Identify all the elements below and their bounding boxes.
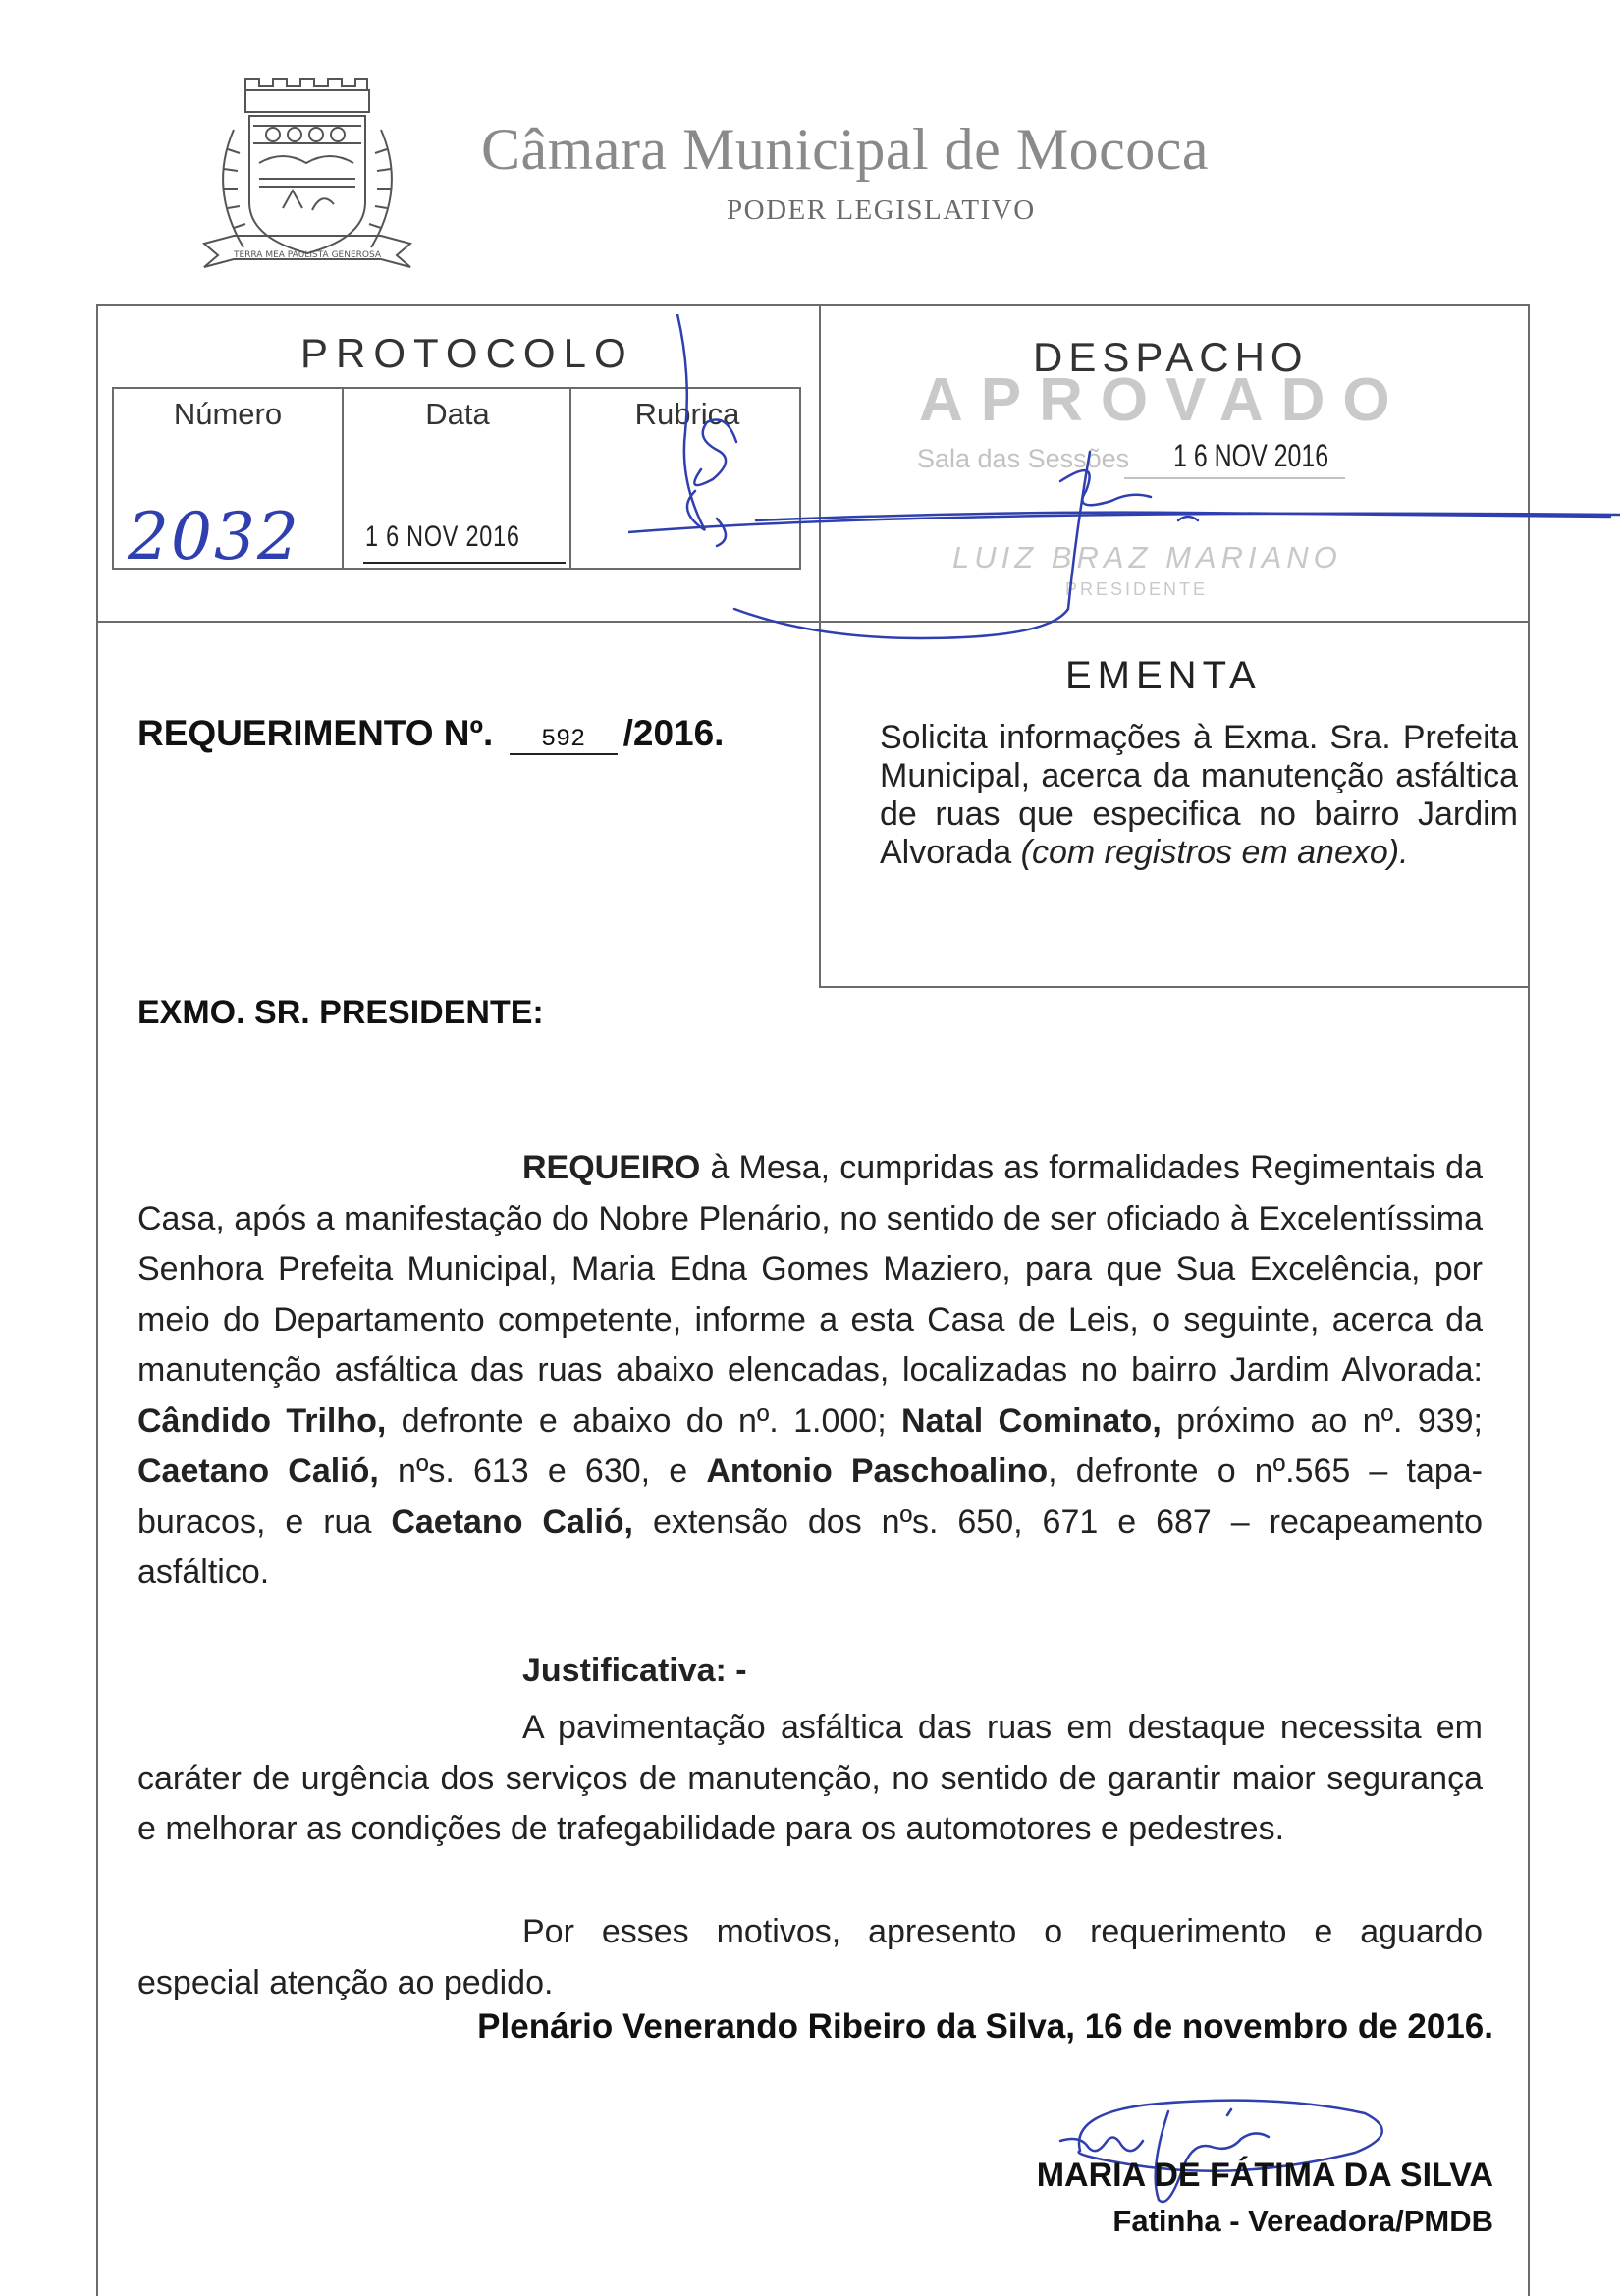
- body-text: nºs. 613 e 630, e: [378, 1452, 707, 1490]
- requerimento-year: /2016.: [622, 713, 725, 753]
- salutation: EXMO. SR. PRESIDENTE:: [137, 994, 544, 1031]
- sala-das-sessoes-label: Sala das Sessões: [917, 444, 1130, 473]
- street-name: Cândido Trilho,: [137, 1401, 387, 1440]
- approval-signature-icon: [628, 314, 1620, 648]
- protocolo-header-rubrica: Rubrica: [634, 397, 740, 431]
- justificativa-paragraph: [137, 1703, 1483, 1855]
- protocolo-date-stamp: 1 6 NOV 2016: [365, 520, 520, 553]
- protocolo-header-numero: Número: [173, 397, 283, 431]
- requerimento-heading: [137, 713, 724, 755]
- street-name: Caetano Calió,: [391, 1503, 633, 1541]
- motivos-text: Por esses motivos, apresento o requerimento e aguardo especial atenção ao pedido.: [137, 1913, 1483, 2001]
- ementa-note: (com registros em anexo).: [1020, 834, 1409, 871]
- protocolo-header-data: Data: [425, 397, 490, 431]
- presidente-role: PRESIDENTE: [1065, 579, 1209, 599]
- requerimento-number: 592: [510, 726, 618, 755]
- ementa-title: EMENTA: [1065, 654, 1262, 697]
- protocolo-date-underline: [363, 562, 566, 564]
- coat-of-arms-icon: [194, 71, 420, 287]
- body-text: defronte e abaixo do nº. 1.000;: [386, 1401, 902, 1440]
- protocolo-title: PROTOCOLO: [300, 330, 634, 376]
- justificativa-text: A pavimentação asfáltica das ruas em destaque necessita em caráter de urgência dos serviços de manutenção, no sentido de garantir maior segurança e melhorar as condições de trafegabilidade para os automotores e pedestres.: [137, 1709, 1483, 1847]
- body-text: à Mesa, cumpridas as formalidades Regimentais da Casa, após a manifestação do Nobre Plenário, no sentido de ser oficiado à Excelentíssima Senhora Prefeita Municipal, Maria Edna Gomes Maziero, para que Sua Excelência, por meio do Departamento competente, informe a esta Casa de Leis, o seguinte, acerca da manutenção asfáltica das ruas abaixo elencadas, localizadas no bairro Jardim Alvorada:: [137, 1149, 1483, 1389]
- body-lead: REQUEIRO: [522, 1149, 701, 1186]
- aprovado-stamp: APROVADO: [919, 366, 1408, 434]
- body-text: extensão dos nºs. 650, 671 e 687 – recapeamento asfáltico.: [137, 1503, 1483, 1591]
- signer-name: MARIA DE FÁTIMA DA SILVA: [1036, 2157, 1493, 2194]
- justificativa-heading: Justificativa: -: [522, 1652, 747, 1689]
- council-name: Câmara Municipal de Mococa: [481, 117, 1210, 182]
- place-and-date: Plenário Venerando Ribeiro da Silva, 16 de novembro de 2016.: [477, 2007, 1493, 2046]
- signer-role: Fatinha - Vereadora/PMDB: [1112, 2204, 1493, 2238]
- body-text: , defronte o nº.565 – tapa-buracos, e rua: [137, 1452, 1483, 1541]
- street-name: Natal Cominato,: [901, 1401, 1162, 1440]
- motivos-paragraph: [137, 1907, 1483, 2008]
- sessoes-date-stamp: 1 6 NOV 2016: [1173, 438, 1329, 473]
- street-name: Caetano Calió,: [137, 1452, 379, 1490]
- ementa-body: Solicita informações à Exma. Sra. Prefeita Municipal, acerca da manutenção asfáltica de ruas que especifica no bairro Jardim Alvorada: [880, 719, 1518, 871]
- body-paragraph: [137, 1143, 1483, 1599]
- street-name: Antonio Paschoalino: [706, 1452, 1049, 1490]
- council-subtitle: PODER LEGISLATIVO: [727, 194, 1036, 226]
- body-text: próximo ao nº. 939;: [1161, 1401, 1483, 1440]
- protocolo-numero-value: 2032: [128, 499, 300, 574]
- despacho-title: DESPACHO: [1033, 334, 1309, 380]
- crest-motto: TERRA MEA PAULISTA GENEROSA: [233, 250, 382, 260]
- ementa-text: [880, 719, 1518, 872]
- requerimento-label: REQUERIMENTO Nº.: [137, 713, 494, 753]
- presidente-name: LUIZ BRAZ MARIANO: [952, 540, 1342, 574]
